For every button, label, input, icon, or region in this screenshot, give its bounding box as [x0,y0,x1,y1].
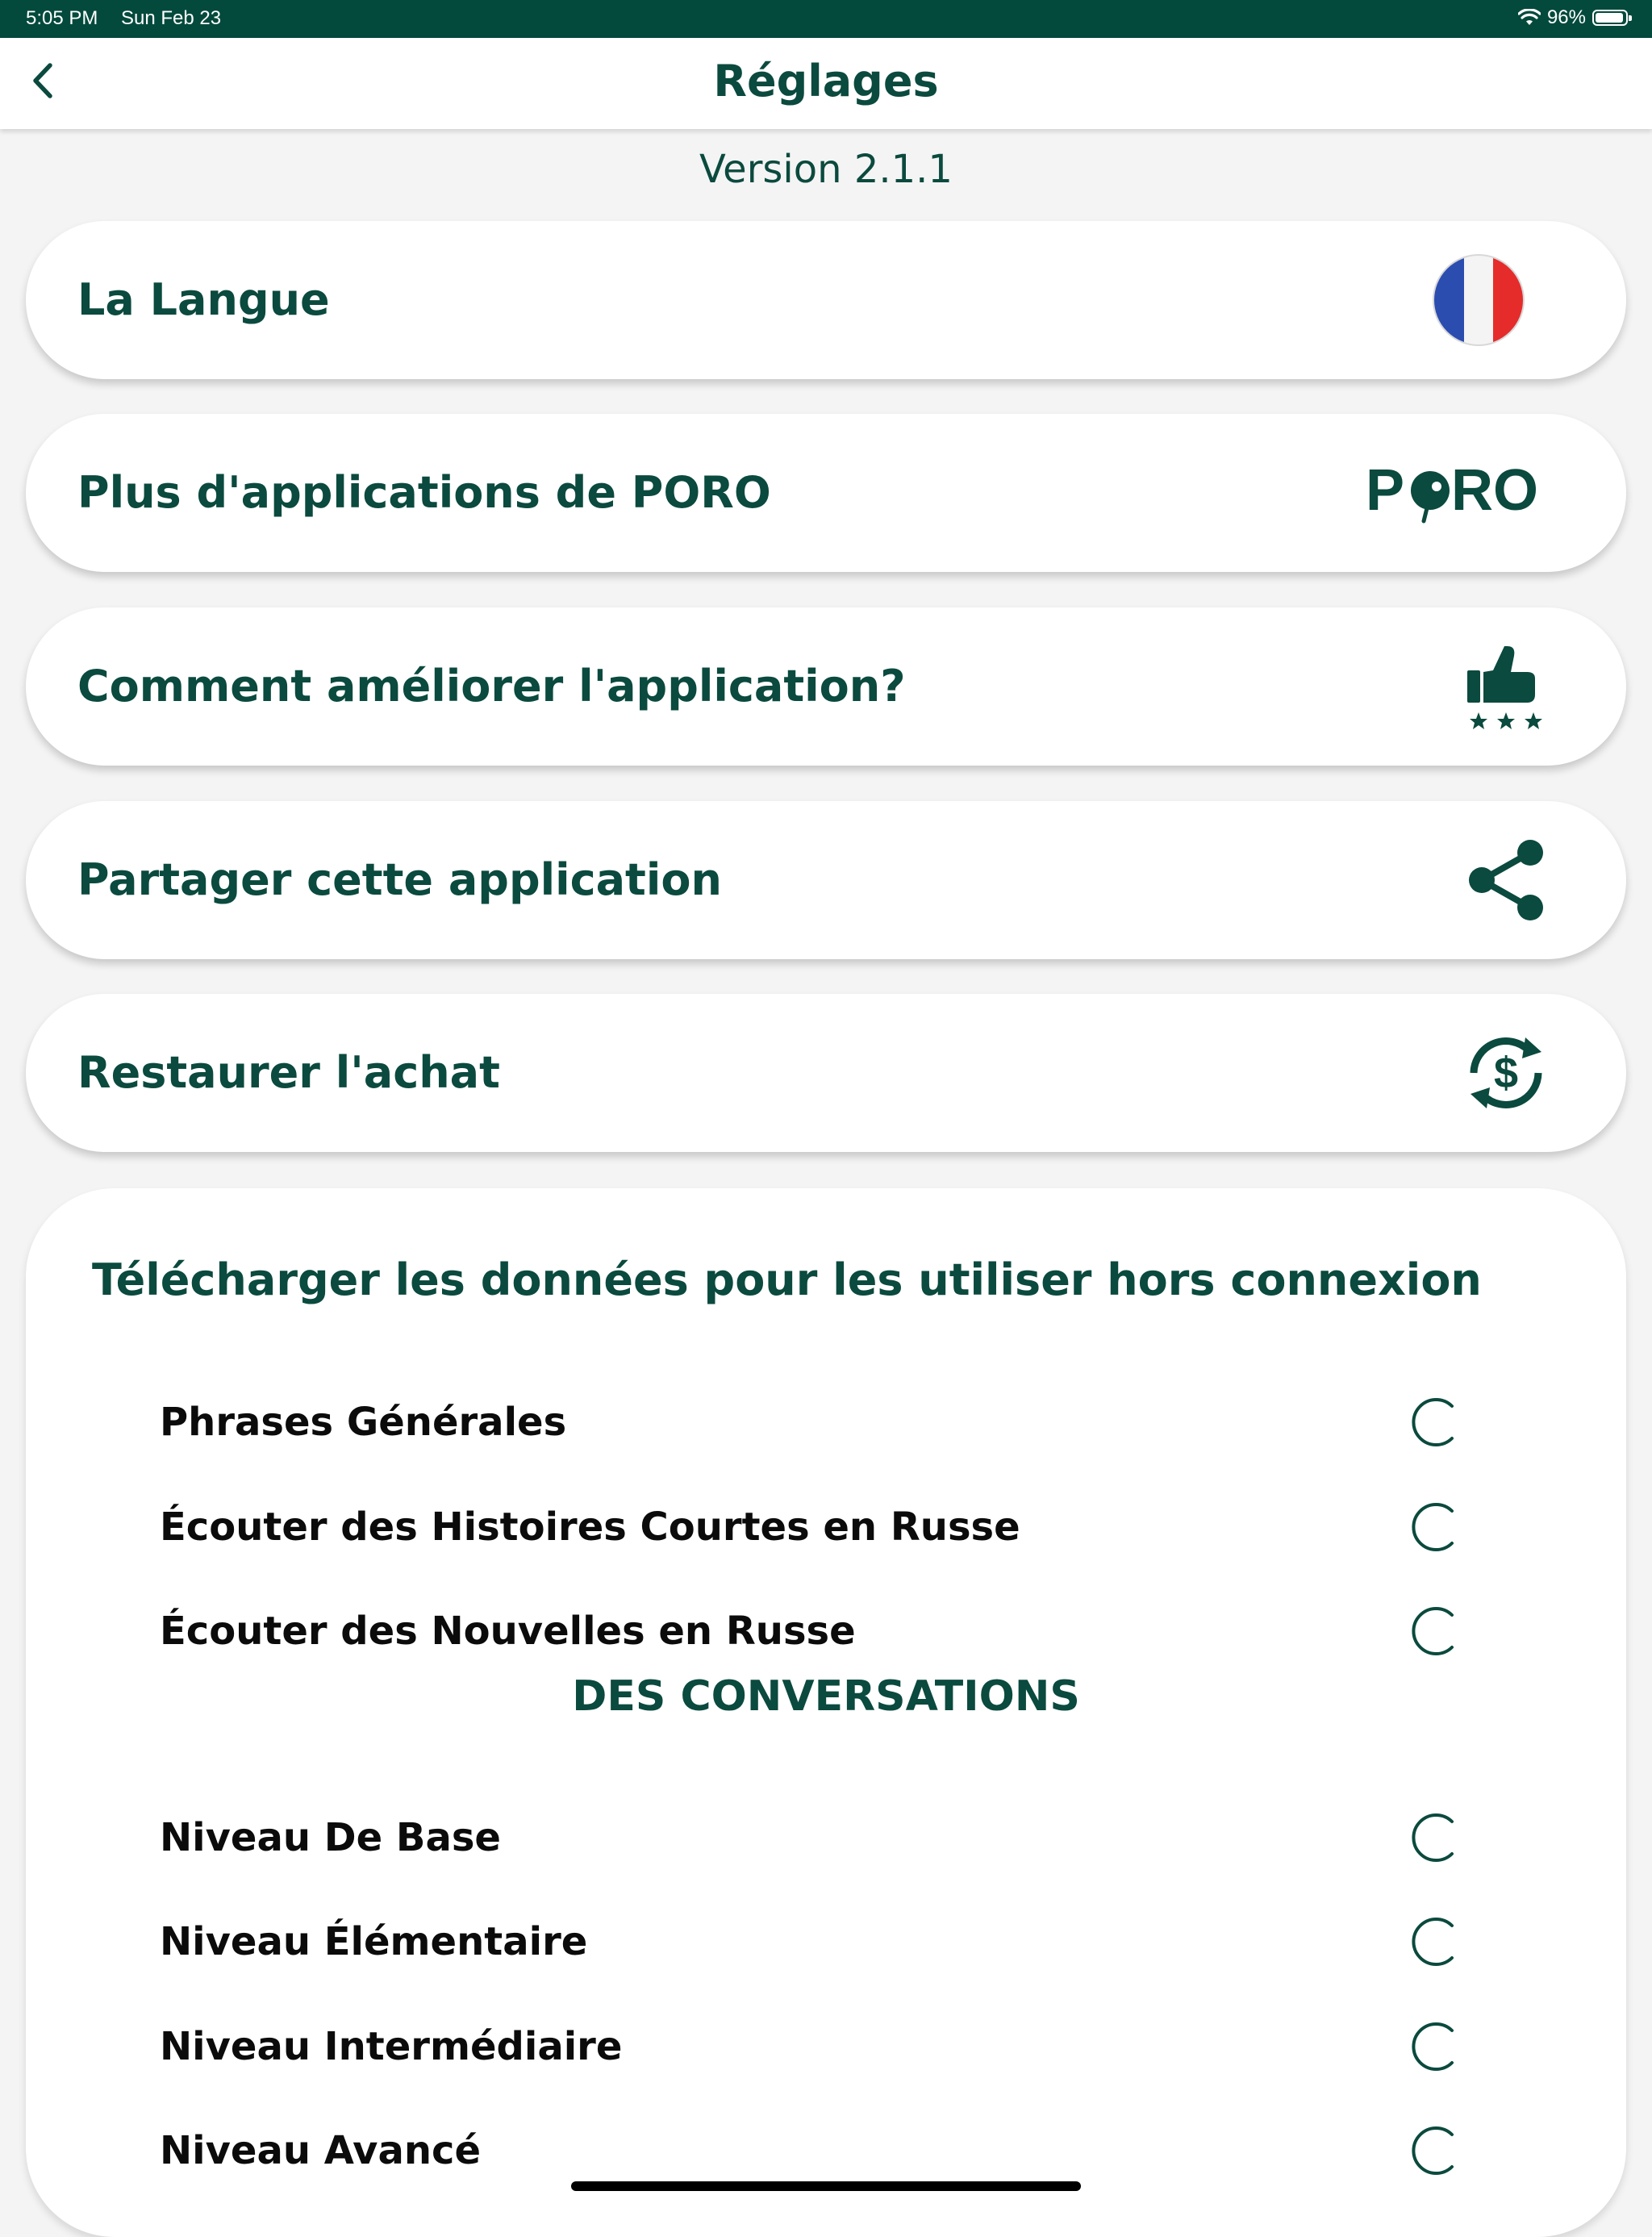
more-apps-card[interactable] [26,414,1626,572]
restore-purchase-icon [1454,994,1558,1152]
loading-spinner-icon [1407,2122,1465,2180]
svg-text:$: $ [1493,1049,1519,1097]
status-date: Sun Feb 23 [121,7,222,29]
share-app-card[interactable] [26,801,1626,959]
download-item-label: Niveau Élémentaire [160,1919,588,1964]
battery-percent: 96% [1546,6,1586,28]
download-item-label: Niveau Avancé [160,2128,482,2173]
status-right [1518,6,1628,29]
france-flag-icon [1431,221,1526,379]
battery-icon [1592,10,1628,26]
download-item-level-basic[interactable] [26,1793,1626,1882]
download-item-label: Écouter des Nouvelles en Russe [160,1609,856,1654]
loading-spinner-icon [1407,1393,1465,1451]
download-item-label: Niveau De Base [160,1815,501,1860]
version-label: Version 2.1.1 [699,147,953,192]
download-item-general-phrases[interactable] [26,1378,1626,1467]
download-item-label: Écouter des Histoires Courtes en Russe [160,1505,1020,1550]
page-title: Réglages [713,56,939,106]
loading-spinner-icon [1407,1602,1465,1660]
offline-download-title: Télécharger les données pour les utiliser hors connexion [92,1254,1482,1305]
status-bar [0,0,1652,38]
loading-spinner-icon [1407,1498,1465,1556]
share-icon [1454,801,1558,959]
loading-spinner-icon [1407,1809,1465,1867]
download-item-label: Phrases Générales [160,1400,567,1445]
thumbs-up-stars-icon [1454,607,1558,766]
download-item-level-intermediate[interactable] [26,2002,1626,2091]
poro-logo-text: RO [1451,458,1538,523]
download-item-news[interactable] [26,1587,1626,1676]
download-item-short-stories[interactable] [26,1483,1626,1571]
home-indicator[interactable] [571,2181,1081,2191]
language-label: La Langue [77,274,330,325]
conversations-heading: DES CONVERSATIONS [572,1672,1080,1721]
loading-spinner-icon [1407,1913,1465,1971]
restore-purchase-label: Restaurer l'achat [77,1047,500,1098]
nav-bar [0,38,1652,129]
more-apps-label: Plus d'applications de PORO [77,467,771,518]
download-item-level-elementary[interactable] [26,1897,1626,1986]
improve-app-card[interactable] [26,607,1626,766]
svg-text:P: P [1366,458,1405,523]
download-item-label: Niveau Intermédiaire [160,2024,623,2069]
poro-logo [1350,414,1560,572]
restore-purchase-card[interactable] [26,994,1626,1152]
wifi-icon [1518,9,1541,27]
offline-download-panel [26,1188,1626,2237]
improve-app-label: Comment améliorer l'application? [77,661,906,712]
share-app-label: Partager cette application [77,854,722,905]
status-time: 5:05 PM [26,7,98,29]
language-card[interactable] [26,221,1626,379]
loading-spinner-icon [1407,2018,1465,2076]
